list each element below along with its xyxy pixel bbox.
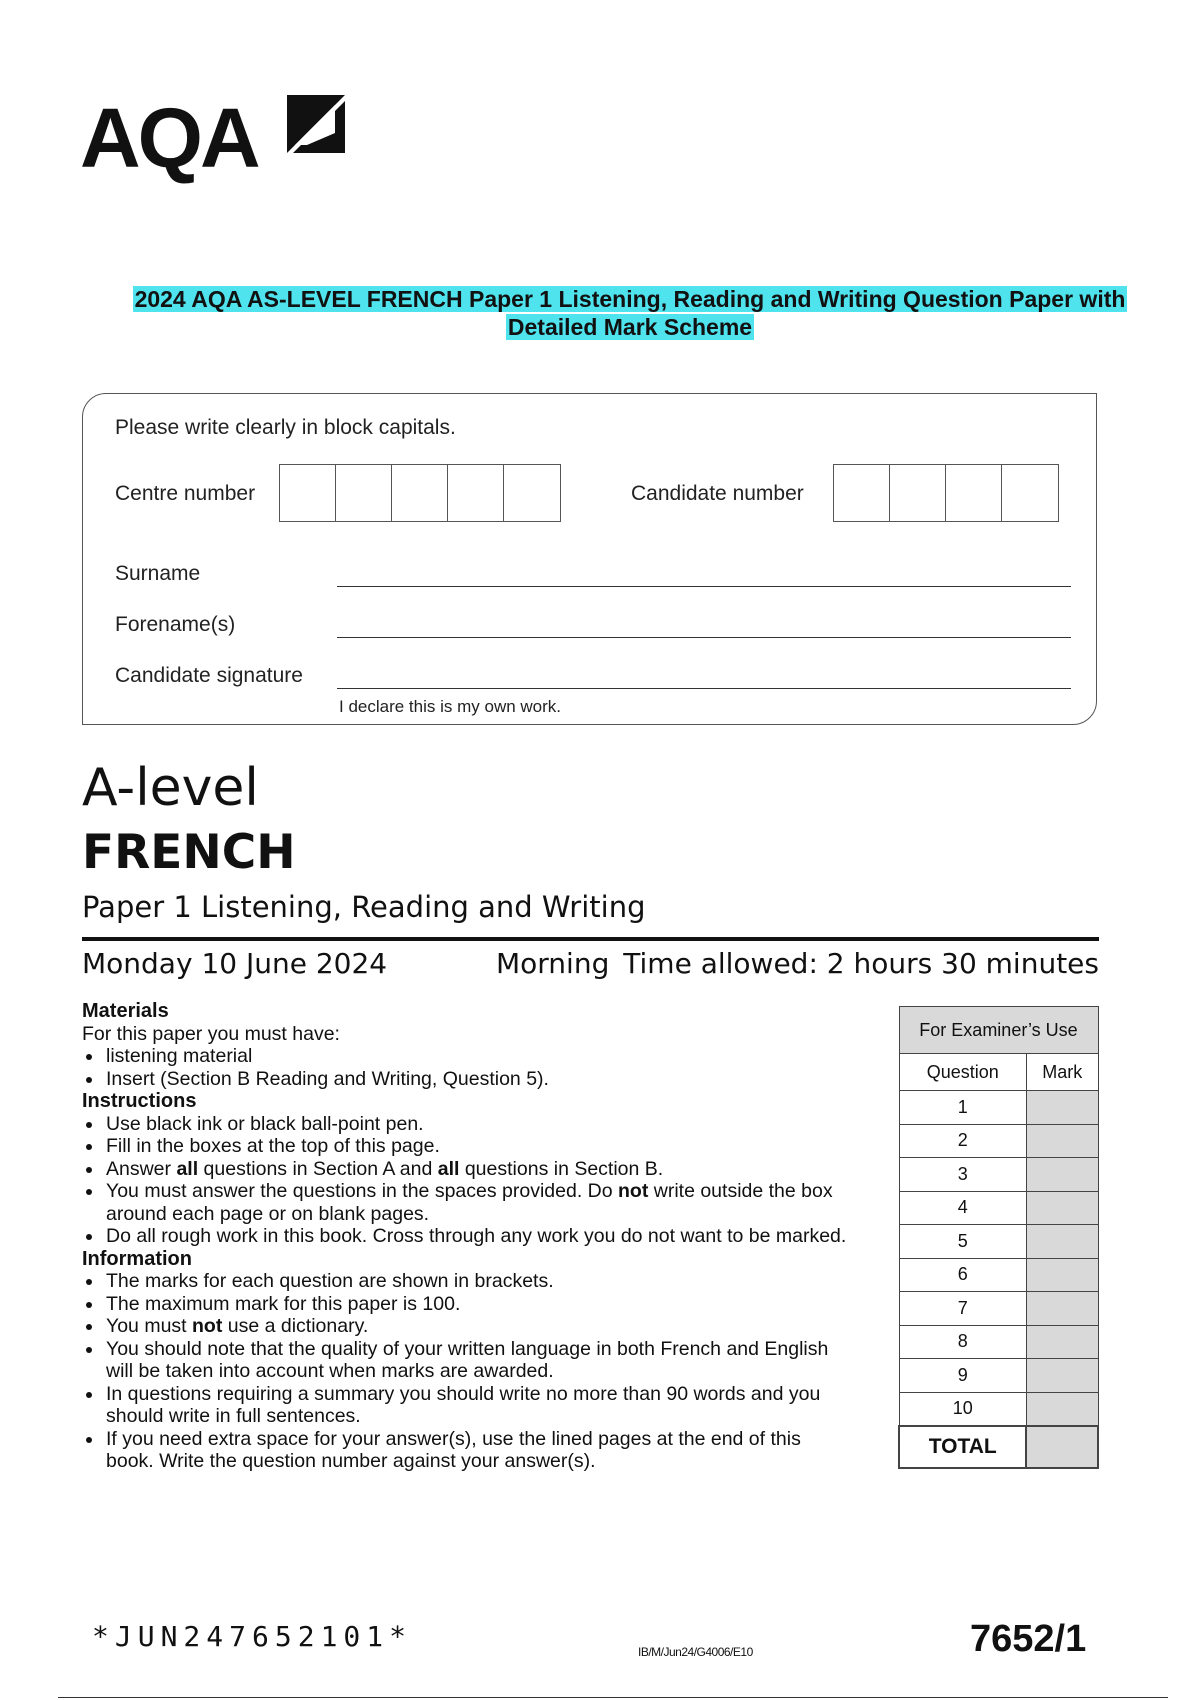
centre-digit-box[interactable]	[504, 465, 560, 521]
paper-title: Paper 1 Listening, Reading and Writing	[82, 890, 646, 924]
instructions-column	[82, 1000, 852, 1473]
list-item: • The maximum mark for this paper is 100.	[104, 1293, 852, 1316]
text: You must answer the questions in the spaces provided. Do	[106, 1180, 618, 1202]
list-item: • The marks for each question are shown in brackets.	[104, 1270, 852, 1293]
materials-list	[82, 1045, 852, 1090]
mark-cell[interactable]	[1026, 1158, 1098, 1192]
question-number: 6	[899, 1258, 1026, 1292]
question-number: 4	[899, 1191, 1026, 1225]
table-row	[899, 1158, 1098, 1192]
examiner-table-title: For Examiner’s Use	[899, 1007, 1098, 1054]
list-item: • Do all rough work in this book. Cross through any work you do not want to be marked.	[104, 1225, 852, 1248]
banner-line-1: 2024 AQA AS-LEVEL FRENCH Paper 1 Listening, Reading and Writing Question Paper with	[134, 286, 1126, 312]
list-item	[104, 1180, 852, 1225]
banner-line-2: Detailed Mark Scheme	[507, 314, 753, 340]
list-item: • Insert (Section B Reading and Writing, Question 5).	[104, 1068, 852, 1091]
mark-cell[interactable]	[1026, 1359, 1098, 1393]
emphasis: all	[176, 1157, 199, 1180]
question-number: 1	[899, 1091, 1026, 1125]
list-item: • Use black ink or black ball-point pen.	[104, 1113, 852, 1136]
table-row	[899, 1359, 1098, 1393]
surname-line[interactable]	[337, 586, 1071, 587]
forename-line[interactable]	[337, 637, 1071, 638]
question-number: 5	[899, 1225, 1026, 1259]
mark-cell[interactable]	[1026, 1091, 1098, 1125]
text: Answer	[106, 1157, 177, 1180]
signature-label: Candidate signature	[115, 664, 303, 687]
table-row	[899, 1225, 1098, 1259]
declaration-text: I declare this is my own work.	[339, 697, 562, 716]
emphasis: not	[192, 1315, 223, 1337]
paper-code: 7652/1	[970, 1618, 1087, 1660]
candidate-digit-box[interactable]	[834, 465, 890, 521]
aqa-logo	[80, 88, 350, 188]
mark-cell[interactable]	[1026, 1258, 1098, 1292]
centre-digit-box[interactable]	[392, 465, 448, 521]
list-item: • In questions requiring a summary you should write no more than 90 words and you should write in full sentences.	[104, 1383, 852, 1428]
table-row	[899, 1258, 1098, 1292]
text: use a dictionary.	[222, 1315, 369, 1337]
list-item: • Fill in the boxes at the top of this page.	[104, 1135, 852, 1158]
total-row	[899, 1426, 1098, 1468]
session-bar	[82, 947, 1099, 987]
signature-line[interactable]	[337, 688, 1071, 689]
instructions-heading: Instructions	[82, 1090, 197, 1112]
forename-label: Forename(s)	[115, 613, 236, 636]
materials-intro: For this paper you must have:	[82, 1022, 340, 1045]
barcode-text: *JUN247652101*	[92, 1620, 413, 1653]
time-allowed: Time allowed: 2 hours 30 minutes	[623, 947, 1099, 980]
examiner-use-table	[898, 1006, 1099, 1469]
candidate-details-box	[82, 393, 1097, 725]
title-rule	[82, 937, 1099, 941]
candidate-number-boxes[interactable]	[833, 464, 1059, 522]
mark-column-header: Mark	[1026, 1054, 1098, 1091]
candidate-digit-box[interactable]	[890, 465, 946, 521]
candidate-digit-box[interactable]	[946, 465, 1002, 521]
candidate-digit-box[interactable]	[1002, 465, 1058, 521]
question-number: 7	[899, 1292, 1026, 1326]
block-capitals-instruction: Please write clearly in block capitals.	[115, 416, 456, 439]
document-reference: IB/M/Jun24/G4006/E10	[638, 1645, 753, 1659]
question-number: 10	[899, 1392, 1026, 1426]
materials-heading: Materials	[82, 1000, 169, 1022]
question-number: 9	[899, 1359, 1026, 1393]
footer-rule	[58, 1697, 1168, 1698]
text: questions in Section A and	[198, 1157, 438, 1180]
information-heading: Information	[82, 1247, 192, 1270]
total-label: TOTAL	[899, 1426, 1026, 1468]
mark-cell[interactable]	[1026, 1124, 1098, 1158]
mark-cell[interactable]	[1026, 1191, 1098, 1225]
question-number: 8	[899, 1325, 1026, 1359]
qualification-level: A-level	[82, 758, 259, 818]
information-list	[82, 1270, 852, 1473]
list-item	[104, 1315, 852, 1338]
table-row	[899, 1392, 1098, 1426]
text: write outside the box around each page or on blank pages.	[106, 1180, 833, 1225]
text: questions in Section B.	[459, 1157, 664, 1180]
centre-number-boxes[interactable]	[279, 464, 561, 522]
question-number: 2	[899, 1124, 1026, 1158]
table-row	[899, 1124, 1098, 1158]
text: You must	[106, 1315, 192, 1337]
exam-session: Morning	[496, 947, 610, 980]
mark-cell[interactable]	[1026, 1392, 1098, 1426]
mark-cell[interactable]	[1026, 1325, 1098, 1359]
list-item: • listening material	[104, 1045, 852, 1068]
centre-digit-box[interactable]	[336, 465, 392, 521]
list-item: • You should note that the quality of your written language in both French and English will be taken into account when marks are awarded.	[104, 1338, 852, 1383]
list-item	[104, 1158, 852, 1181]
exam-date: Monday 10 June 2024	[82, 947, 388, 980]
aqa-logo-mark-icon	[285, 93, 347, 155]
centre-digit-box[interactable]	[280, 465, 336, 521]
list-item: • If you need extra space for your answer(s), use the lined pages at the end of this book. Write the question number against your answer(s).	[104, 1428, 852, 1473]
question-column-header: Question	[899, 1054, 1026, 1091]
emphasis: all	[437, 1157, 460, 1180]
surname-label: Surname	[115, 562, 201, 585]
table-row	[899, 1191, 1098, 1225]
centre-number-label: Centre number	[115, 482, 256, 505]
table-row	[899, 1091, 1098, 1125]
emphasis: not	[618, 1180, 649, 1202]
subject-title: FRENCH	[82, 825, 296, 880]
question-number: 3	[899, 1158, 1026, 1192]
mark-cell[interactable]	[1026, 1225, 1098, 1259]
total-mark-cell[interactable]	[1026, 1426, 1098, 1468]
table-row	[899, 1292, 1098, 1326]
centre-digit-box[interactable]	[448, 465, 504, 521]
document-banner	[100, 285, 1160, 341]
table-row	[899, 1325, 1098, 1359]
instructions-list	[82, 1113, 852, 1248]
candidate-number-label: Candidate number	[631, 482, 804, 505]
logo-text: AQA	[80, 91, 258, 185]
mark-cell[interactable]	[1026, 1292, 1098, 1326]
